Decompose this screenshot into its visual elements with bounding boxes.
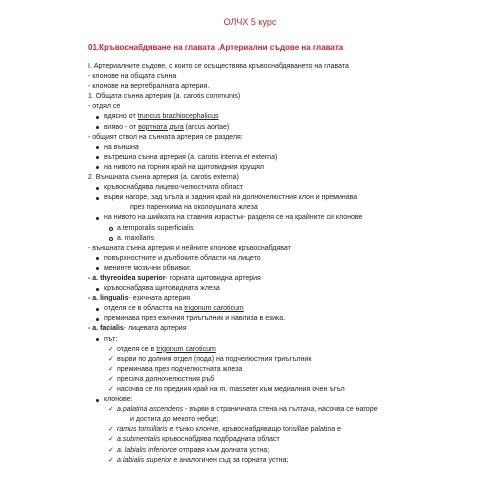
text-run: I. Артериалните съдове, с които се осъществява кръвоснабдяването на главата (88, 63, 349, 70)
text-line (88, 143, 488, 153)
checkmark-icon: ✓ (108, 426, 114, 434)
text-run: през паренхима на околоушната жлеза (130, 204, 258, 212)
text-line (88, 415, 488, 425)
text-run: truncus brachiocephalicus (137, 113, 219, 121)
text-run: отделя се в (117, 345, 157, 353)
checkmark-icon: ✓ (108, 365, 114, 373)
text-run: преминава през подчелюстната жлеза (117, 365, 243, 373)
checkmark-icon: ✓ (108, 446, 114, 454)
text-run: thyreoidea superior (100, 274, 166, 282)
text-line (88, 193, 488, 203)
text-line (88, 102, 488, 112)
text-run: a.labialis superior (117, 456, 172, 464)
text-line (88, 284, 488, 294)
text-line (88, 456, 488, 466)
text-run: върви по долния отдел (пода) на подчелюстния триъгълник (117, 355, 312, 363)
text-line (88, 274, 488, 284)
text-run: - езичната артерия (128, 295, 191, 303)
text-run: повърхностните и дълбоките области на лицето (104, 254, 261, 262)
text-line (88, 133, 488, 143)
text-run: кръвоснабдява лицево-челюстната област (104, 184, 244, 192)
text-line (88, 314, 488, 324)
text-line (88, 153, 488, 163)
text-line (88, 264, 488, 274)
text-line (88, 224, 488, 234)
text-line (88, 183, 488, 193)
text-line (88, 244, 488, 254)
text-run: - горната щитовидна артерия (165, 274, 261, 282)
text-run: 2. Външната сънна артерия (a. carotis externa) (88, 174, 239, 182)
text-run: ramus tonsillaris (117, 426, 168, 434)
text-line (88, 82, 488, 92)
section-heading: 01.Кръвоснабдяване на главата .Артериални съдове на главата (88, 43, 344, 52)
text-run: trigonum caroticum (156, 345, 216, 353)
text-line (88, 173, 488, 183)
text-run: и достига до мекото небце; (130, 416, 219, 424)
text-line (88, 123, 488, 133)
text-run: път: (104, 335, 118, 343)
text-run: - a. (88, 325, 101, 333)
text-line (88, 294, 488, 304)
text-line (88, 163, 488, 173)
text-run: facialis (100, 325, 124, 333)
text-line (88, 254, 488, 264)
text-line (88, 72, 488, 82)
text-line (88, 62, 488, 72)
text-run: a.submentalis (117, 436, 161, 444)
text-run: a.palatina ascendens (117, 406, 184, 414)
text-run: менинте мозъчни обвивки: (104, 264, 191, 272)
text-run: - a. (88, 295, 101, 303)
text-run: - върви в страничната стена на гълтача, насочва се нагоре (183, 406, 378, 414)
text-run: a.temporalis superficialis (117, 224, 194, 232)
text-run: е аналогичен съд за горната устна; (171, 456, 289, 464)
text-line (88, 365, 488, 375)
text-run: кръвоснабдява щитовидната жлеза (104, 285, 220, 293)
text-run: - клонове на вертебралната артерия. (88, 83, 210, 91)
text-run: вдясно от (104, 113, 138, 121)
text-run: вляво - от (104, 123, 139, 131)
checkmark-icon: ✓ (108, 386, 114, 393)
text-line (88, 335, 488, 345)
text-line (88, 92, 488, 102)
text-line (88, 345, 488, 355)
text-line (88, 213, 488, 223)
text-run: - общият ствол на сънната артерия се разделя: (88, 133, 243, 141)
text-run: (arcus aortae) (183, 123, 230, 131)
document-body (88, 62, 488, 466)
text-run: е тънко клонче, кръвоснабдяващо tonsillae palatina е (167, 426, 342, 434)
text-run: вортната дъга (138, 123, 184, 131)
text-run: се отправя към долната устна; (169, 446, 270, 454)
text-run: отделя се в областта на (104, 305, 185, 313)
text-run: на нивото на шийката на ставния израстък- разделя се на крайните си клонове (104, 214, 363, 222)
document-title: ОЛЧХ 5 курс (223, 17, 277, 27)
text-line (88, 355, 488, 365)
text-run: на нивото на горния край на щитовидния хрущял (104, 163, 264, 171)
text-run: на външна (104, 143, 139, 151)
text-line (88, 446, 488, 456)
text-line (88, 304, 488, 314)
text-run: - отдял се (88, 103, 121, 111)
text-run: a. labialis inferior (117, 446, 170, 454)
text-run: насочва се по предния край на m. masseter към медиалния очен ъгъл (117, 386, 345, 393)
text-line (88, 435, 488, 445)
text-line (88, 385, 488, 395)
text-run: преминава през езичния триъгълник и навлиза в езика. (104, 315, 286, 323)
text-run: върви нагоре, зад ъгъла и задния край на долночелюстния клон и преминава (104, 194, 358, 202)
text-run: 1. Общата сънна артерия (a. carotis communis) (88, 93, 241, 101)
checkmark-icon: ✓ (108, 406, 114, 414)
text-run: a. maxillaris (117, 234, 154, 242)
text-run: кръвоснабдява подбрадната област (160, 436, 280, 444)
checkmark-icon: ✓ (108, 436, 114, 444)
text-run: - лицевата артерия (123, 325, 187, 333)
text-run: - клонове на общата сънна (88, 73, 177, 81)
text-run: - a. (88, 274, 101, 282)
text-run: пресича долночелюстния ръб (117, 375, 215, 383)
text-line (88, 203, 488, 213)
text-line (88, 395, 488, 405)
text-line (88, 234, 488, 244)
text-run: вътрешна сънна артерия (a. carotis interna et externa) (104, 153, 278, 161)
checkmark-icon: ✓ (108, 345, 114, 353)
checkmark-icon: ✓ (108, 456, 114, 464)
text-line (88, 375, 488, 385)
text-line (88, 425, 488, 435)
text-run: - външната сънна артерия и нейните клонове кръвоснабдяват (88, 244, 291, 252)
text-line (88, 324, 488, 334)
checkmark-icon: ✓ (108, 375, 114, 383)
checkmark-icon: ✓ (108, 355, 114, 363)
text-run: клонове: (104, 396, 133, 404)
text-line (88, 112, 488, 122)
text-run: trigonum caroticum (184, 305, 244, 313)
text-run: lingualis (100, 295, 129, 303)
text-line (88, 405, 488, 415)
